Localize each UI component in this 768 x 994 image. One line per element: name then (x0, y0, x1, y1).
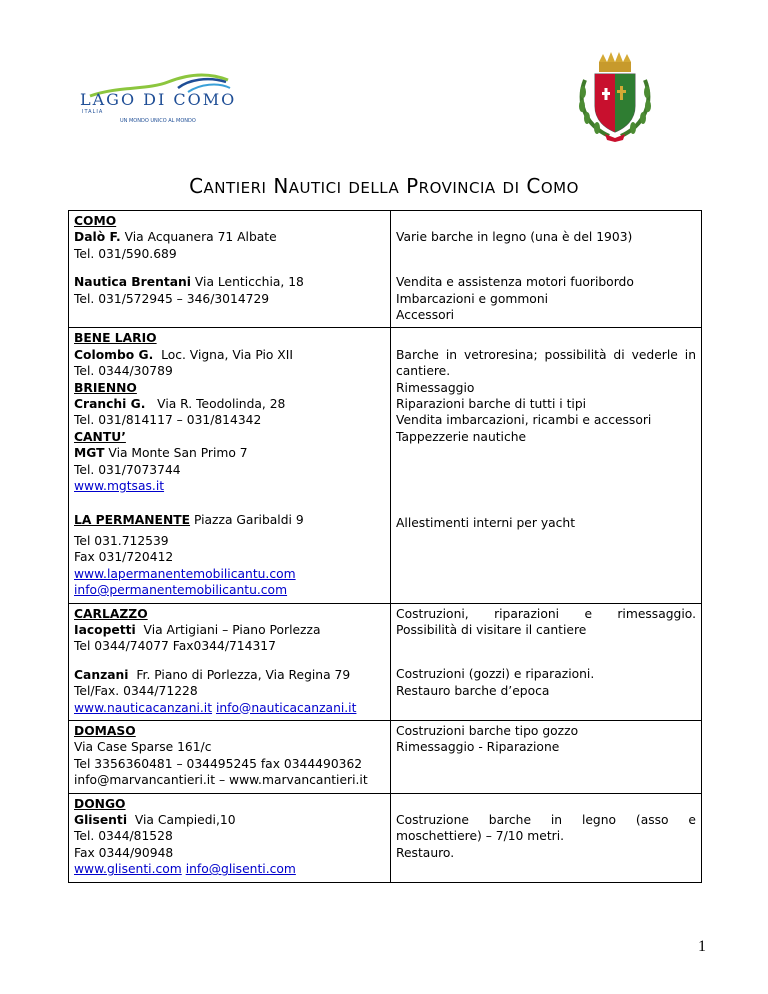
town-heading: COMO (74, 214, 117, 228)
service-description: Vendita e assistenza motori fuoribordo (396, 275, 634, 290)
shipyard-name: Canzani (74, 667, 129, 682)
domaso-cell (69, 720, 391, 793)
table-row (69, 603, 702, 720)
table-row (69, 793, 702, 882)
service-description: Costruzioni, riparazioni e rimessaggio. Possibilità di visitare il cantiere (396, 606, 696, 637)
logo-brand-text: LAGO DI COMO (80, 90, 237, 109)
service-description: Rimessaggio - Riparazione (396, 740, 560, 755)
document-title (0, 174, 768, 198)
title-word: ROVINCIA (418, 179, 496, 197)
email-link[interactable]: info@permanentemobilicantu.com (74, 583, 288, 598)
phone-text: Tel. 031/814117 – 031/814342 (74, 413, 262, 428)
phone-text: Tel 031.712539 (74, 533, 169, 548)
table-row (69, 328, 702, 603)
provincia-crest-emblem (575, 50, 655, 142)
service-description: Costruzioni (gozzi) e riparazioni. (396, 667, 595, 682)
como-cell (69, 211, 391, 328)
shipyard-address: Via Acquanera 71 Albate (120, 230, 277, 245)
phone-text: Tel. 031/590.689 (74, 246, 177, 261)
list-item (74, 274, 385, 290)
phone-text: Tel/Fax. 0344/71228 (74, 684, 198, 699)
service-description: Restauro barche d’epoca (396, 683, 550, 698)
service-description: Riparazioni barche di tutti i tipi (396, 397, 587, 412)
town-heading: BRIENNO (74, 380, 137, 395)
phone-text: Tel. 031/7073744 (74, 462, 181, 477)
shipyard-address: Via Lenticchia, 18 (190, 275, 304, 290)
logo-tagline: UN MONDO UNICO AL MONDO (120, 118, 196, 124)
service-description: Allestimenti interni per yacht (396, 516, 576, 531)
phone-text: Tel. 0344/30789 (74, 364, 173, 379)
phone-text: Tel 0344/74077 Fax0344/714317 (74, 639, 276, 654)
lago-di-como-logo (68, 52, 270, 138)
shipyard-address: Via Monte San Primo 7 (104, 446, 248, 461)
town-heading: DONGO (74, 796, 126, 811)
domaso-desc-cell (391, 720, 702, 793)
shipyard-name: Dalò F. (74, 230, 121, 245)
list-item (74, 229, 385, 245)
email-link[interactable]: info@glisenti.com (185, 862, 296, 877)
table-row (69, 211, 702, 328)
shipyard-address: Piazza Garibaldi 9 (190, 513, 304, 528)
shipyard-address: Via Case Sparse 161/c (74, 740, 212, 755)
page-number: 1 (698, 938, 706, 955)
shipyard-address: Fr. Piano di Porlezza, Via Regina 79 (128, 667, 351, 682)
town-heading: BENE LARIO (74, 331, 157, 346)
town-heading: DOMASO (74, 723, 136, 738)
website-link[interactable]: www.nauticacanzani.it (74, 700, 213, 715)
carlazzo-desc-cell (391, 603, 702, 720)
table-row (69, 720, 702, 793)
title-initial: C (189, 174, 204, 198)
bene-lario-desc-cell (391, 328, 702, 603)
email-link[interactable]: info@nauticacanzani.it (215, 700, 357, 715)
shipyard-name: Nautica Brentani (74, 275, 191, 290)
carlazzo-cell (69, 603, 391, 720)
shipyard-name: Glisenti (74, 812, 128, 827)
town-heading: CANTU’ (74, 429, 126, 444)
service-description: Tappezzerie nautiche (396, 429, 527, 444)
phone-text: Tel. 031/572945 – 346/3014729 (74, 291, 270, 306)
shipyard-name: Iacopetti (74, 622, 136, 637)
dongo-desc-cell (391, 793, 702, 882)
title-word: ANTIERI (203, 179, 267, 197)
logo-country-text: ITALIA (82, 109, 104, 115)
shipyards-table (68, 210, 702, 883)
crest-icon (575, 50, 655, 142)
phone-text: Tel 3356360481 – 034495245 fax 0344490362 (74, 756, 363, 771)
service-description: Rimessaggio (396, 380, 475, 395)
title-word: DELLA (348, 179, 400, 197)
title-word: OMO (540, 179, 579, 197)
website-link[interactable]: www.mgtsas.it (74, 479, 165, 494)
title-initial: N (273, 174, 289, 198)
como-desc-cell (391, 211, 702, 328)
shipyard-address: Via Artigiani – Piano Porlezza (135, 622, 321, 637)
title-word: DI (502, 179, 520, 197)
fax-text: Fax 031/720412 (74, 550, 174, 565)
fax-text: Fax 0344/90948 (74, 845, 174, 860)
website-link[interactable]: www.lapermanentemobilicantu.com (74, 566, 296, 581)
phone-text: Tel. 0344/81528 (74, 829, 173, 844)
service-description: Imbarcazioni e gommoni (396, 291, 549, 306)
bene-lario-cell (69, 328, 391, 603)
service-description: Costruzione barche in legno (asso e moschettiere) – 7/10 metri. (396, 812, 696, 844)
title-initial: P (406, 174, 419, 198)
shipyard-name: MGT (74, 446, 105, 461)
shipyard-name: Cranchi G. (74, 397, 146, 412)
dongo-cell (69, 793, 391, 882)
service-description: Restauro. (396, 845, 455, 860)
service-description: Costruzioni barche tipo gozzo (396, 723, 579, 738)
service-description: Accessori (396, 308, 455, 322)
town-heading: CARLAZZO (74, 606, 148, 621)
service-description: Barche in vetroresina; possibilità di vederle in cantiere. (396, 347, 696, 379)
shipyard-address: Via R. Teodolinda, 28 (145, 397, 286, 412)
shipyard-name: LA PERMANENTE (74, 513, 191, 528)
shipyard-name: Colombo G. (74, 347, 154, 362)
shipyard-address: Loc. Vigna, Via Pio XII (153, 347, 293, 362)
contact-text: info@marvancantieri.it – www.marvancantieri.it (74, 773, 368, 788)
service-description: Vendita imbarcazioni, ricambi e accessori (396, 413, 652, 428)
service-description: Varie barche in legno (una è del 1903) (396, 230, 633, 245)
website-link[interactable]: www.glisenti.com (74, 862, 182, 877)
shipyard-address: Via Campiedi,10 (127, 812, 236, 827)
title-word: AUTICI (288, 179, 342, 197)
title-initial: C (526, 174, 541, 198)
